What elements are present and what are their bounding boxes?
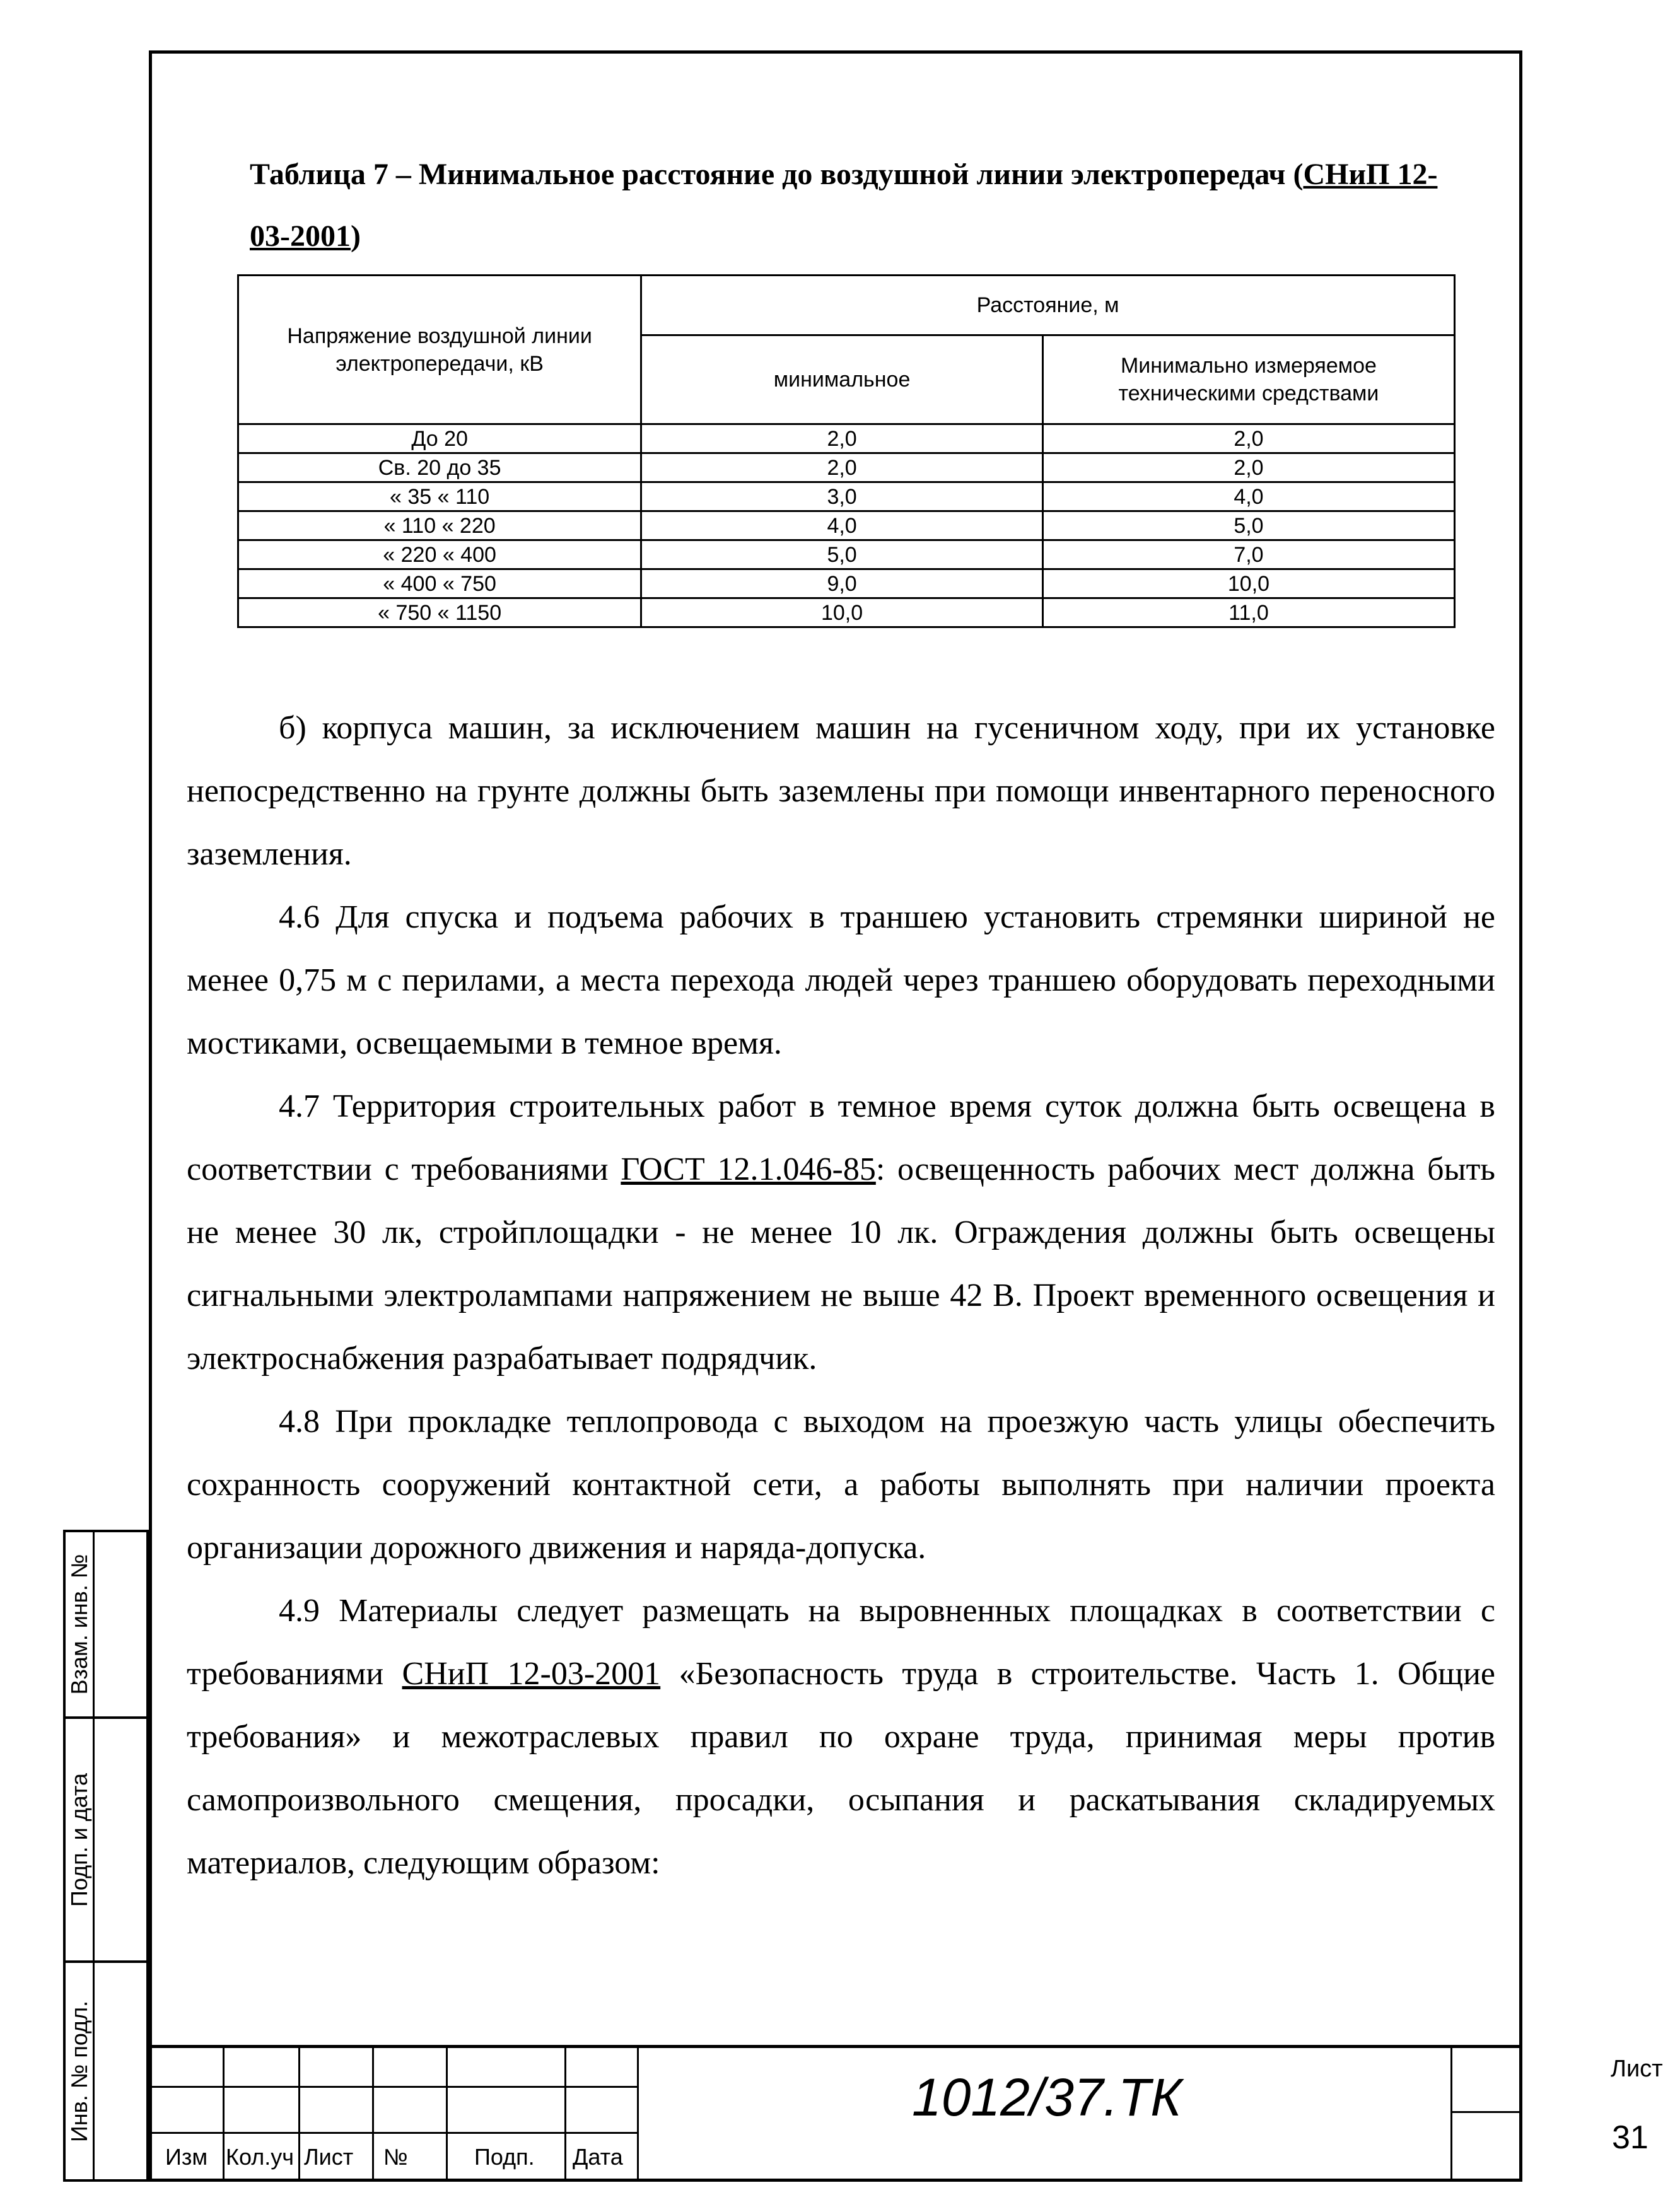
paragraph-b: б) корпуса машин, за исключением машин на гусеничном ходу, при их установке непосредственно на грунте должны быть заземлены при помощи инвентарного переносного заземления. <box>187 710 1495 872</box>
header-measured: Минимально измеряемое техническими средствами <box>1042 335 1454 424</box>
side-label-vzam: Взам. инв. № <box>66 1554 92 1695</box>
snip-link-2[interactable]: СНиП 12-03-2001 <box>402 1656 661 1692</box>
side-field-vzam <box>63 1530 149 1719</box>
table-row: « 400 « 750 9,0 10,0 <box>238 569 1455 598</box>
paragraph-4-9: 4.9 Материалы следует размещать на выровненных площадках в соответствии с требованиями СНиП 12-03-2001 «Безопасность труда в строительстве. Часть 1. Общие требования» и межотраслевых правил по охране труда, принимая меры против самопроизвольного смещения, просадки, осыпания и раскатывания складируемых материалов, следующим образом: <box>187 1593 1496 1881</box>
document-code: 1012/37.ТК <box>912 2068 1182 2127</box>
table-row: « 750 « 1150 10,0 11,0 <box>238 598 1455 627</box>
table-row: До 20 2,0 2,0 <box>238 424 1455 453</box>
sheet-label: Лист <box>1611 2056 1663 2082</box>
body-text <box>187 697 1495 1895</box>
col-izm: Изм <box>165 2144 208 2170</box>
side-field-podp <box>63 1716 149 1963</box>
col-podp: Подп. <box>474 2144 535 2170</box>
distance-table <box>237 274 1456 628</box>
col-num: № <box>383 2144 408 2170</box>
table-row: « 110 « 220 4,0 5,0 <box>238 511 1455 540</box>
title-block <box>149 2045 1663 2182</box>
snip-link[interactable]: СНиП 12-03-2001 <box>250 158 1438 253</box>
table-row: « 220 « 400 5,0 7,0 <box>238 540 1455 569</box>
col-data: Дата <box>573 2144 623 2170</box>
table-row: « 35 « 110 3,0 4,0 <box>238 482 1455 511</box>
col-kolu: Кол.уч <box>226 2144 294 2170</box>
paragraph-4-8: 4.8 При прокладке теплопровода с выходом на проезжую часть улицы обеспечить сохранность сооружений контактной сети, а работы выполнять при наличии проекта организации дорожного движения и наряда-допуска. <box>187 1404 1495 1566</box>
paragraph-4-6: 4.6 Для спуска и подъема рабочих в траншею установить стремянки шириной не менее 0,75 м с перилами, а места перехода людей через траншею оборудовать переходными мостиками, освещаемыми в темное время. <box>187 899 1495 1061</box>
side-label-podp: Подп. и дата <box>66 1773 92 1907</box>
table-row: Св. 20 до 35 2,0 2,0 <box>238 453 1455 482</box>
side-field-inv <box>63 1960 149 2182</box>
gost-link[interactable]: ГОСТ 12.1.046-85 <box>621 1151 876 1187</box>
side-label-inv: Инв. № подл. <box>66 2000 92 2142</box>
table-title: Таблица 7 – Минимальное расстояние до воздушной линии электропередач (СНиП 12-03-2001) <box>250 158 1438 253</box>
header-voltage: Напряжение воздушной линии электропередачи, кВ <box>238 276 641 424</box>
sheet-number: 31 <box>1612 2119 1648 2156</box>
header-distance: Расстояние, м <box>641 276 1455 335</box>
header-min: минимальное <box>641 335 1043 424</box>
col-list: Лист <box>304 2144 354 2170</box>
paragraph-4-7: 4.7 Территория строительных работ в темное время суток должна быть освещена в соответствии с требованиями ГОСТ 12.1.046-85: освещенность рабочих мест должна быть не менее 30 лк, стройплощадки - не менее 10 лк. Ограждения должны быть освещены сигнальными электролампами напряжением не выше 42 В. Проект временного освещения и электроснабжения разрабатывает подрядчик. <box>187 1088 1496 1377</box>
